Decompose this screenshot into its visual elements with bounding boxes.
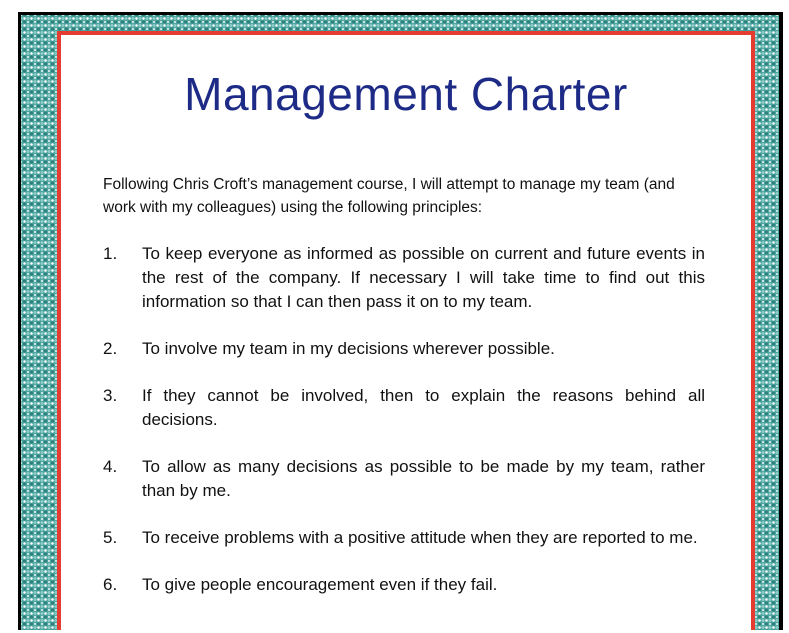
list-item <box>103 526 705 550</box>
list-item-number: 6. <box>103 575 118 594</box>
list-item-number: 4. <box>103 457 118 476</box>
principles-list <box>103 242 705 597</box>
list-item-text: If they cannot be involved, then to explain the reasons behind all decisions. <box>142 386 705 429</box>
list-item-text: To receive problems with a positive attitude when they are reported to me. <box>142 528 698 547</box>
charter-content-area <box>57 31 755 630</box>
list-item-number: 2. <box>103 339 118 358</box>
list-item <box>103 384 705 432</box>
list-item <box>103 242 705 314</box>
page-title: Management Charter <box>184 68 628 120</box>
list-item <box>103 337 705 361</box>
list-item-number: 5. <box>103 528 118 547</box>
list-item <box>103 573 705 597</box>
decorative-teal-border <box>18 12 783 630</box>
list-item <box>103 455 705 503</box>
list-item-text: To give people encouragement even if they fail. <box>142 575 498 594</box>
list-item-text: To allow as many decisions as possible to be made by my team, rather than by me. <box>142 457 705 500</box>
list-item-text: To keep everyone as informed as possible on current and future events in the rest of the company. If necessary I will take time to find out this information so that I can then pass it on to my team. <box>142 244 705 311</box>
list-item-number: 1. <box>103 244 118 263</box>
list-item-number: 3. <box>103 386 118 405</box>
list-item-text: To involve my team in my decisions wherever possible. <box>142 339 555 358</box>
intro-paragraph: Following Chris Croft’s management course, I will attempt to manage my team (and work with my colleagues) using the following principles: <box>103 176 675 216</box>
